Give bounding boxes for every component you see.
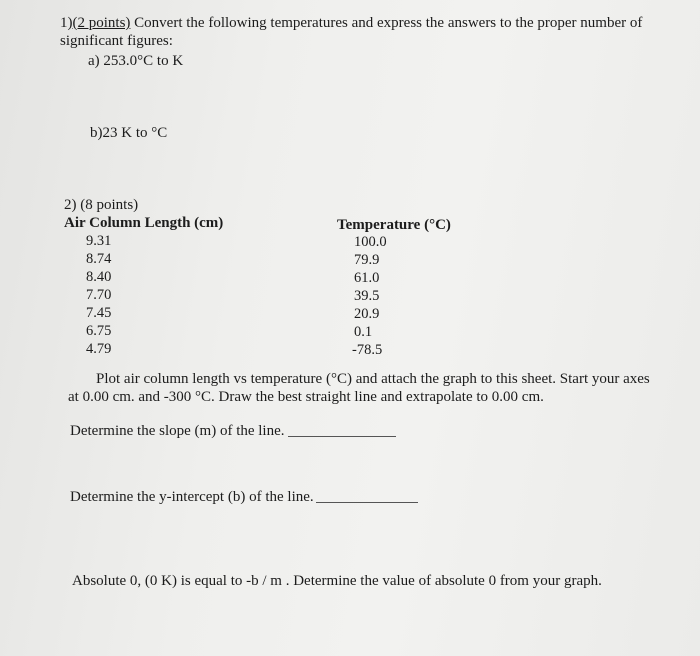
- length-value: 7.70: [86, 287, 112, 303]
- length-value: 8.40: [86, 269, 112, 285]
- length-value: 4.79: [86, 341, 112, 357]
- question-1-number: 1): [60, 15, 73, 31]
- question-1-prompt: Convert the following temperatures and express the answers to the proper number of: [130, 15, 643, 31]
- slope-prompt: Determine the slope (m) of the line.: [70, 423, 285, 439]
- question-1-line-1: [60, 14, 642, 32]
- temperature-value: 61.0: [354, 270, 380, 286]
- length-value: 6.75: [86, 323, 112, 339]
- question-1-part-b: b)23 K to °C: [90, 125, 168, 141]
- question-1-line-2: significant figures:: [60, 33, 173, 49]
- air-column-length-header: Air Column Length (cm): [64, 215, 224, 231]
- temperature-value: 39.5: [354, 288, 380, 304]
- temperature-value: 0.1: [354, 324, 373, 340]
- length-value: 7.45: [86, 305, 112, 321]
- intercept-prompt: Determine the y-intercept (b) of the line.: [70, 489, 314, 505]
- temperature-value: 20.9: [354, 306, 380, 322]
- instructions-line-2: at 0.00 cm. and -300 °C. Draw the best straight line and extrapolate to 0.00 cm.: [68, 389, 544, 405]
- question-2-header: 2) (8 points): [64, 197, 139, 213]
- temperature-value: 79.9: [354, 252, 380, 268]
- temperature-header: Temperature (°C): [337, 217, 451, 233]
- instructions-line-1: Plot air column length vs temperature (°C) and attach the graph to this sheet. Start your axes: [96, 371, 650, 387]
- length-value: 8.74: [86, 251, 112, 267]
- question-1-part-a: a) 253.0°C to K: [88, 53, 184, 69]
- question-1-points: (2 points): [72, 15, 131, 31]
- slope-answer-blank[interactable]: [288, 436, 396, 437]
- temperature-value: -78.5: [352, 342, 383, 358]
- length-value: 9.31: [86, 233, 112, 249]
- absolute-zero-prompt: Absolute 0, (0 K) is equal to -b / m . Determine the value of absolute 0 from your graph.: [72, 573, 602, 589]
- intercept-answer-blank[interactable]: [316, 502, 418, 503]
- temperature-value: 100.0: [354, 234, 387, 250]
